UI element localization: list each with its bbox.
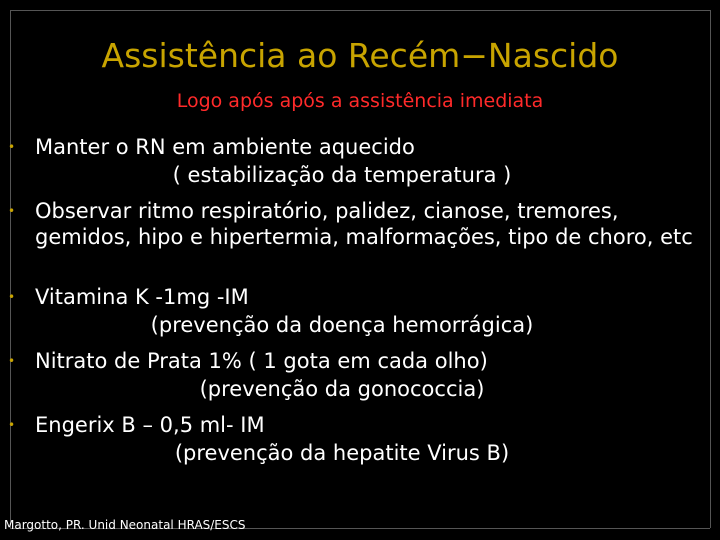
item-text: Observar ritmo respiratório, palidez, cianose, tremores, gemidos, hipo e hipertermia, malformações, tipo de choro, etc (35, 199, 693, 249)
item-subtext: (prevenção da hepatite Virus B) (174, 441, 510, 465)
bullet-list (8, 134, 716, 469)
item-subtext: (prevenção da gonococcia) (199, 377, 485, 401)
item-text: Nitrato de Prata 1% ( 1 gota em cada olho) (35, 349, 488, 373)
bullet-icon: • (8, 290, 16, 304)
list-item (8, 198, 716, 284)
slide-subtitle: Logo após após a assistência imediata (176, 90, 544, 112)
item-subtext: (prevenção da doença hemorrágica) (150, 313, 534, 337)
list-item (8, 412, 716, 469)
item-text: Vitamina K -1mg -IM (35, 285, 249, 309)
bullet-icon: • (8, 418, 16, 432)
list-item (8, 284, 716, 348)
bullet-icon: • (8, 140, 16, 154)
bullet-icon: • (8, 204, 16, 218)
slide-title: Assistência ao Recém−Nascido (101, 36, 619, 75)
item-text: Engerix B – 0,5 ml- IM (35, 413, 265, 437)
list-item (8, 134, 716, 198)
bullet-icon: • (8, 354, 16, 368)
slide-frame-top (10, 10, 710, 11)
item-text: Manter o RN em ambiente aquecido (35, 135, 415, 159)
slide-footer: Margotto, PR. Unid Neonatal HRAS/ESCS (4, 518, 246, 532)
list-item (8, 348, 716, 412)
item-subtext: ( estabilização da temperatura ) (172, 163, 512, 187)
